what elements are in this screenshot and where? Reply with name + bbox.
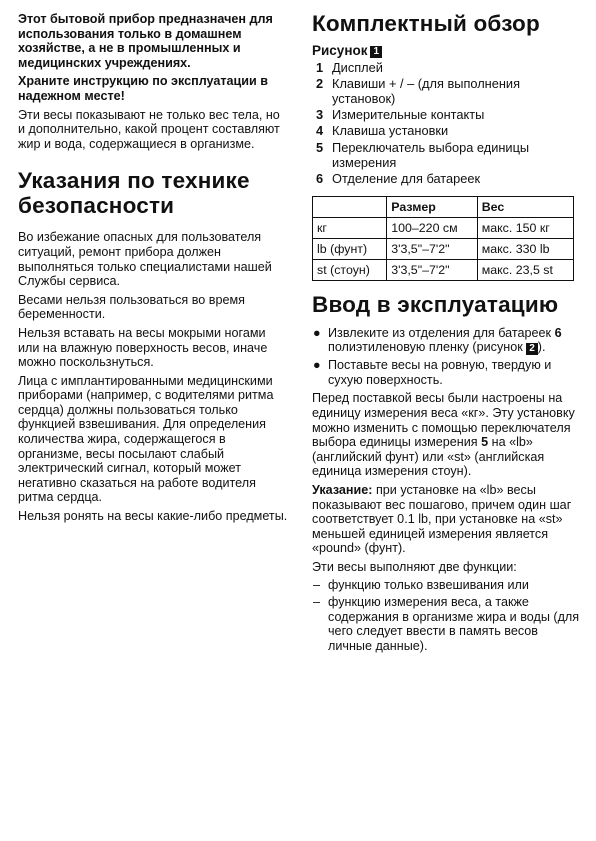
functions-intro: Эти весы выполняют две функции: — [312, 559, 517, 574]
bullet-icon: ● — [313, 358, 321, 373]
function-text: функцию измерения веса, а также содержания в организме жира и воды (для чего следует ввести в память весов личные данные). — [328, 595, 580, 653]
list-item — [312, 326, 584, 356]
list-item — [312, 358, 584, 387]
safety-paragraph: Во избежание опасных для пользователя ситуаций, ремонт прибора должен выполняться только специалистами нашей Службы сервиса. — [18, 230, 272, 289]
table-cell: lb (фунт) — [313, 239, 387, 260]
figure-number-badge: 2 — [526, 343, 538, 355]
note-paragraph — [312, 483, 584, 556]
part-label: Клавиши + / – (для выполнения установок) — [332, 75, 521, 106]
functions-list — [312, 578, 584, 654]
list-item — [312, 107, 584, 122]
part-number: 3 — [316, 107, 324, 123]
dash-icon: – — [313, 577, 321, 592]
note-label: Указание: — [312, 482, 373, 497]
figure-label-text: Рисунок — [312, 42, 368, 58]
function-text: функцию только взвешивания или — [328, 577, 529, 592]
figure-number-badge: 1 — [370, 46, 382, 58]
table-cell: 100–220 см — [387, 218, 477, 239]
list-item — [312, 140, 584, 170]
bullet-icon: ● — [313, 325, 321, 340]
step-text: полиэтиленовую пленку (рисунок — [328, 340, 527, 355]
keep-instructions: Храните инструкцию по эксплуатации в надежном месте! — [18, 74, 269, 103]
step-text: Поставьте весы на ровную, твердую и сухую поверхность. — [328, 358, 552, 387]
spec-table — [312, 196, 574, 281]
safety-title: Указания по технике безопасности — [18, 168, 250, 218]
safety-paragraph: Весами нельзя пользоваться во время беременности. — [18, 292, 245, 322]
part-label: Отделение для батареек — [332, 170, 481, 186]
list-item — [312, 171, 584, 186]
overview-title: Комплектный обзор — [312, 11, 540, 36]
list-item — [312, 76, 584, 106]
left-column — [18, 12, 290, 524]
part-number: 1 — [316, 59, 324, 75]
table-header — [313, 197, 387, 218]
list-item — [312, 60, 584, 75]
table-row — [313, 218, 574, 239]
safety-paragraph: Лица с имплантированными медицинскими приборами (например, с водителями ритма сердца) должны пользоваться только функцией взвешивания. Для определения количества жира, содержащегося в организме, весы посылают слабый электрический сигнал, который может негативно сказаться на работе водителя ритма сердца. — [18, 373, 274, 505]
step-ref: 6 — [554, 325, 562, 340]
table-row — [313, 239, 574, 260]
parts-list — [312, 60, 584, 187]
startup-title: Ввод в эксплуатацию — [312, 292, 559, 318]
table-header: Размер — [387, 197, 477, 218]
safety-paragraph: Нельзя ронять на весы какие-либо предметы. — [18, 509, 288, 524]
setup-text: на «lb» (английский фунт) или «st» (английская единица измерения стоун). — [312, 435, 545, 479]
figure-label — [312, 43, 584, 58]
table-cell: макс. 23,5 st — [477, 260, 573, 281]
list-item — [312, 578, 584, 593]
right-column — [312, 12, 584, 657]
note-text: при установке на «lb» весы показывают вес пошагово, причем один шаг соответствует 0.1 lb, при установке на «st» меньшей единицей измерения является «pound» (фунт). — [312, 482, 572, 556]
setup-ref: 5 — [481, 435, 489, 450]
setup-paragraph — [312, 391, 584, 479]
table-cell: st (стоун) — [313, 260, 387, 281]
startup-steps — [312, 326, 584, 388]
table-cell: макс. 330 lb — [477, 239, 573, 260]
safety-list — [18, 230, 290, 523]
intro-warning: Этот бытовой прибор предназначен для использования только в домашнем хозяйстве, а не в промышленных и медицинских учреждениях. — [18, 12, 273, 70]
table-header: Вес — [477, 197, 573, 218]
table-header-row — [313, 197, 574, 218]
safety-paragraph: Нельзя вставать на весы мокрыми ногами или на влажную поверхность весов, иначе можно поскользнуться. — [18, 325, 268, 370]
table-cell: 3'3,5"–7'2" — [387, 239, 477, 260]
list-item — [312, 595, 584, 653]
part-number: 4 — [316, 123, 324, 139]
step-text: ). — [537, 340, 546, 355]
part-number: 5 — [316, 139, 324, 155]
step-text: Извлеките из отделения для батареек — [328, 325, 555, 340]
part-number: 2 — [316, 75, 324, 91]
part-label: Измерительные контакты — [332, 107, 485, 123]
table-row — [313, 260, 574, 281]
table-cell: кг — [313, 218, 387, 239]
part-number: 6 — [316, 170, 324, 186]
table-cell: макс. 150 кг — [477, 218, 573, 239]
part-label: Клавиша установки — [332, 123, 449, 139]
part-label: Переключатель выбора единицы измерения — [332, 139, 530, 170]
list-item — [312, 123, 584, 138]
dash-icon: – — [313, 595, 321, 610]
setup-text: Перед поставкой весы были настроены на единицу измерения веса «кг». Эту установку можно изменить с помощью переключателя выбора единицы измерения — [312, 391, 575, 450]
scales-description: Эти весы показывают не только вес тела, но и дополнительно, какой процент составляют жир и вода, содержащиеся в организме. — [18, 107, 280, 151]
table-cell: 3'3,5"–7'2" — [387, 260, 477, 281]
part-label: Дисплей — [332, 59, 383, 75]
